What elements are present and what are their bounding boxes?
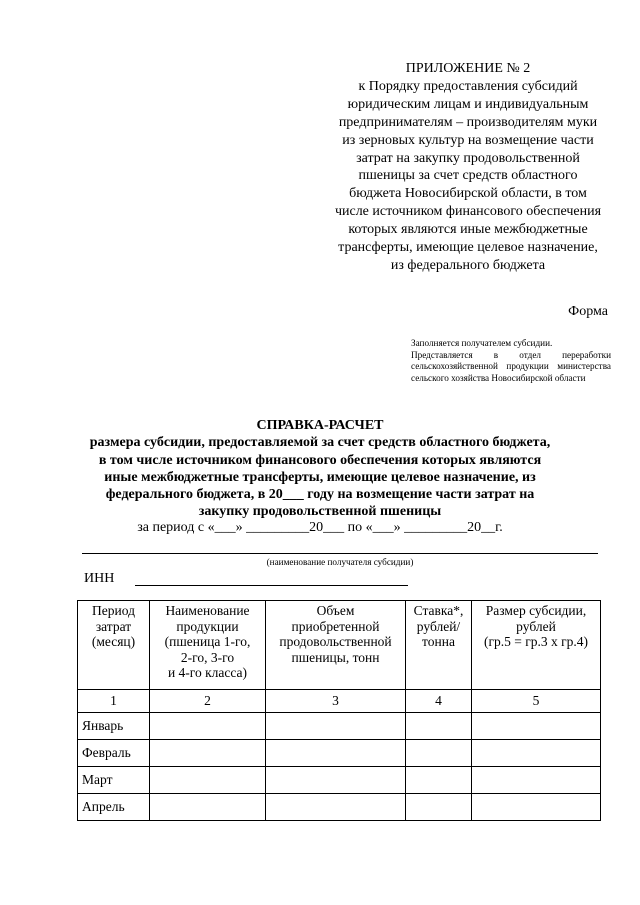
table-row xyxy=(78,794,601,821)
table-row xyxy=(78,713,601,740)
table-cell[interactable] xyxy=(150,794,266,821)
form-label: Форма xyxy=(568,304,608,319)
column-number: 4 xyxy=(406,690,472,713)
table-cell[interactable] xyxy=(150,767,266,794)
table-cell[interactable] xyxy=(472,713,601,740)
column-number: 5 xyxy=(472,690,601,713)
appendix-line: пшеницы за счет средств областного xyxy=(358,168,578,184)
table-cell[interactable] xyxy=(266,767,406,794)
appendix-line: затрат на закупку продовольственной xyxy=(356,150,580,166)
recipient-name-field[interactable] xyxy=(82,553,598,554)
heading-line: иные межбюджетные трансферты, имеющие целевое назначение, из xyxy=(104,469,536,485)
table-row xyxy=(78,740,601,767)
header-cell: Наименование продукции (пшеница 1-го, 2-го, 3-го и 4-го класса) xyxy=(150,601,266,690)
header-cell: Ставка*, рублей/ тонна xyxy=(406,601,472,690)
heading-line: в том числе источником финансового обеспечения которых являются xyxy=(98,452,542,468)
document-heading xyxy=(60,417,580,521)
inn-label: ИНН xyxy=(84,571,115,586)
column-number-row xyxy=(78,690,601,713)
header-cell: Размер субсидии, рублей (гр.5 = гр.3 х гр.4) xyxy=(472,601,601,690)
month-cell: Февраль xyxy=(78,740,150,767)
table-cell[interactable] xyxy=(150,713,266,740)
table-cell[interactable] xyxy=(266,713,406,740)
period-line: за период с «___» _________20___ по «___» _________20__г. xyxy=(137,520,503,535)
table-cell[interactable] xyxy=(266,794,406,821)
appendix-title: ПРИЛОЖЕНИЕ № 2 xyxy=(405,61,531,76)
heading-line: закупку продовольственной пшеницы xyxy=(198,504,442,520)
recipient-caption: (наименование получателя субсидии) xyxy=(266,557,414,567)
table-cell[interactable] xyxy=(472,740,601,767)
heading-line: размера субсидии, предоставляемой за счет средств областного бюджета, xyxy=(89,435,551,451)
heading-line: федерального бюджета, в 20___ году на возмещение части затрат на xyxy=(105,487,535,503)
table-cell[interactable] xyxy=(406,794,472,821)
appendix-line: из федерального бюджета xyxy=(390,257,546,273)
column-number: 1 xyxy=(78,690,150,713)
submission-note xyxy=(411,338,611,384)
appendix-line: которых являются иные межбюджетные xyxy=(348,222,588,238)
inn-field[interactable] xyxy=(135,585,408,586)
appendix-block xyxy=(318,60,618,275)
appendix-line: бюджета Новосибирской области, в том xyxy=(349,186,587,202)
month-cell: Апрель xyxy=(78,794,150,821)
heading-title: СПРАВКА-РАСЧЕТ xyxy=(256,418,384,433)
column-number: 3 xyxy=(266,690,406,713)
note-line: Представляется в отдел переработки сельскохозяйственной продукции министерства сельского хозяйства Новосибирской области xyxy=(411,349,611,383)
month-cell: Январь xyxy=(78,713,150,740)
appendix-line: из зерновых культур на возмещение части xyxy=(342,132,594,148)
header-cell: Объем приобретенной продовольственной пшеницы, тонн xyxy=(266,601,406,690)
table-cell[interactable] xyxy=(472,767,601,794)
table-cell[interactable] xyxy=(150,740,266,767)
column-number: 2 xyxy=(150,690,266,713)
table-cell[interactable] xyxy=(266,740,406,767)
table-row xyxy=(78,767,601,794)
month-cell: Март xyxy=(78,767,150,794)
appendix-line: юридическим лицам и индивидуальным xyxy=(347,96,589,112)
table-cell[interactable] xyxy=(472,794,601,821)
appendix-line: к Порядку предоставления субсидий xyxy=(358,78,578,94)
table-cell[interactable] xyxy=(406,740,472,767)
header-cell: Период затрат (месяц) xyxy=(78,601,150,690)
calculation-table xyxy=(77,600,601,821)
appendix-line: трансферты, имеющие целевое назначение, xyxy=(338,240,598,256)
table-cell[interactable] xyxy=(406,767,472,794)
table-cell[interactable] xyxy=(406,713,472,740)
note-line: Заполняется получателем субсидии. xyxy=(411,338,553,348)
appendix-line: числе источником финансового обеспечения xyxy=(334,204,602,220)
appendix-line: предпринимателям – производителям муки xyxy=(338,114,598,130)
table-header-row xyxy=(78,601,601,690)
